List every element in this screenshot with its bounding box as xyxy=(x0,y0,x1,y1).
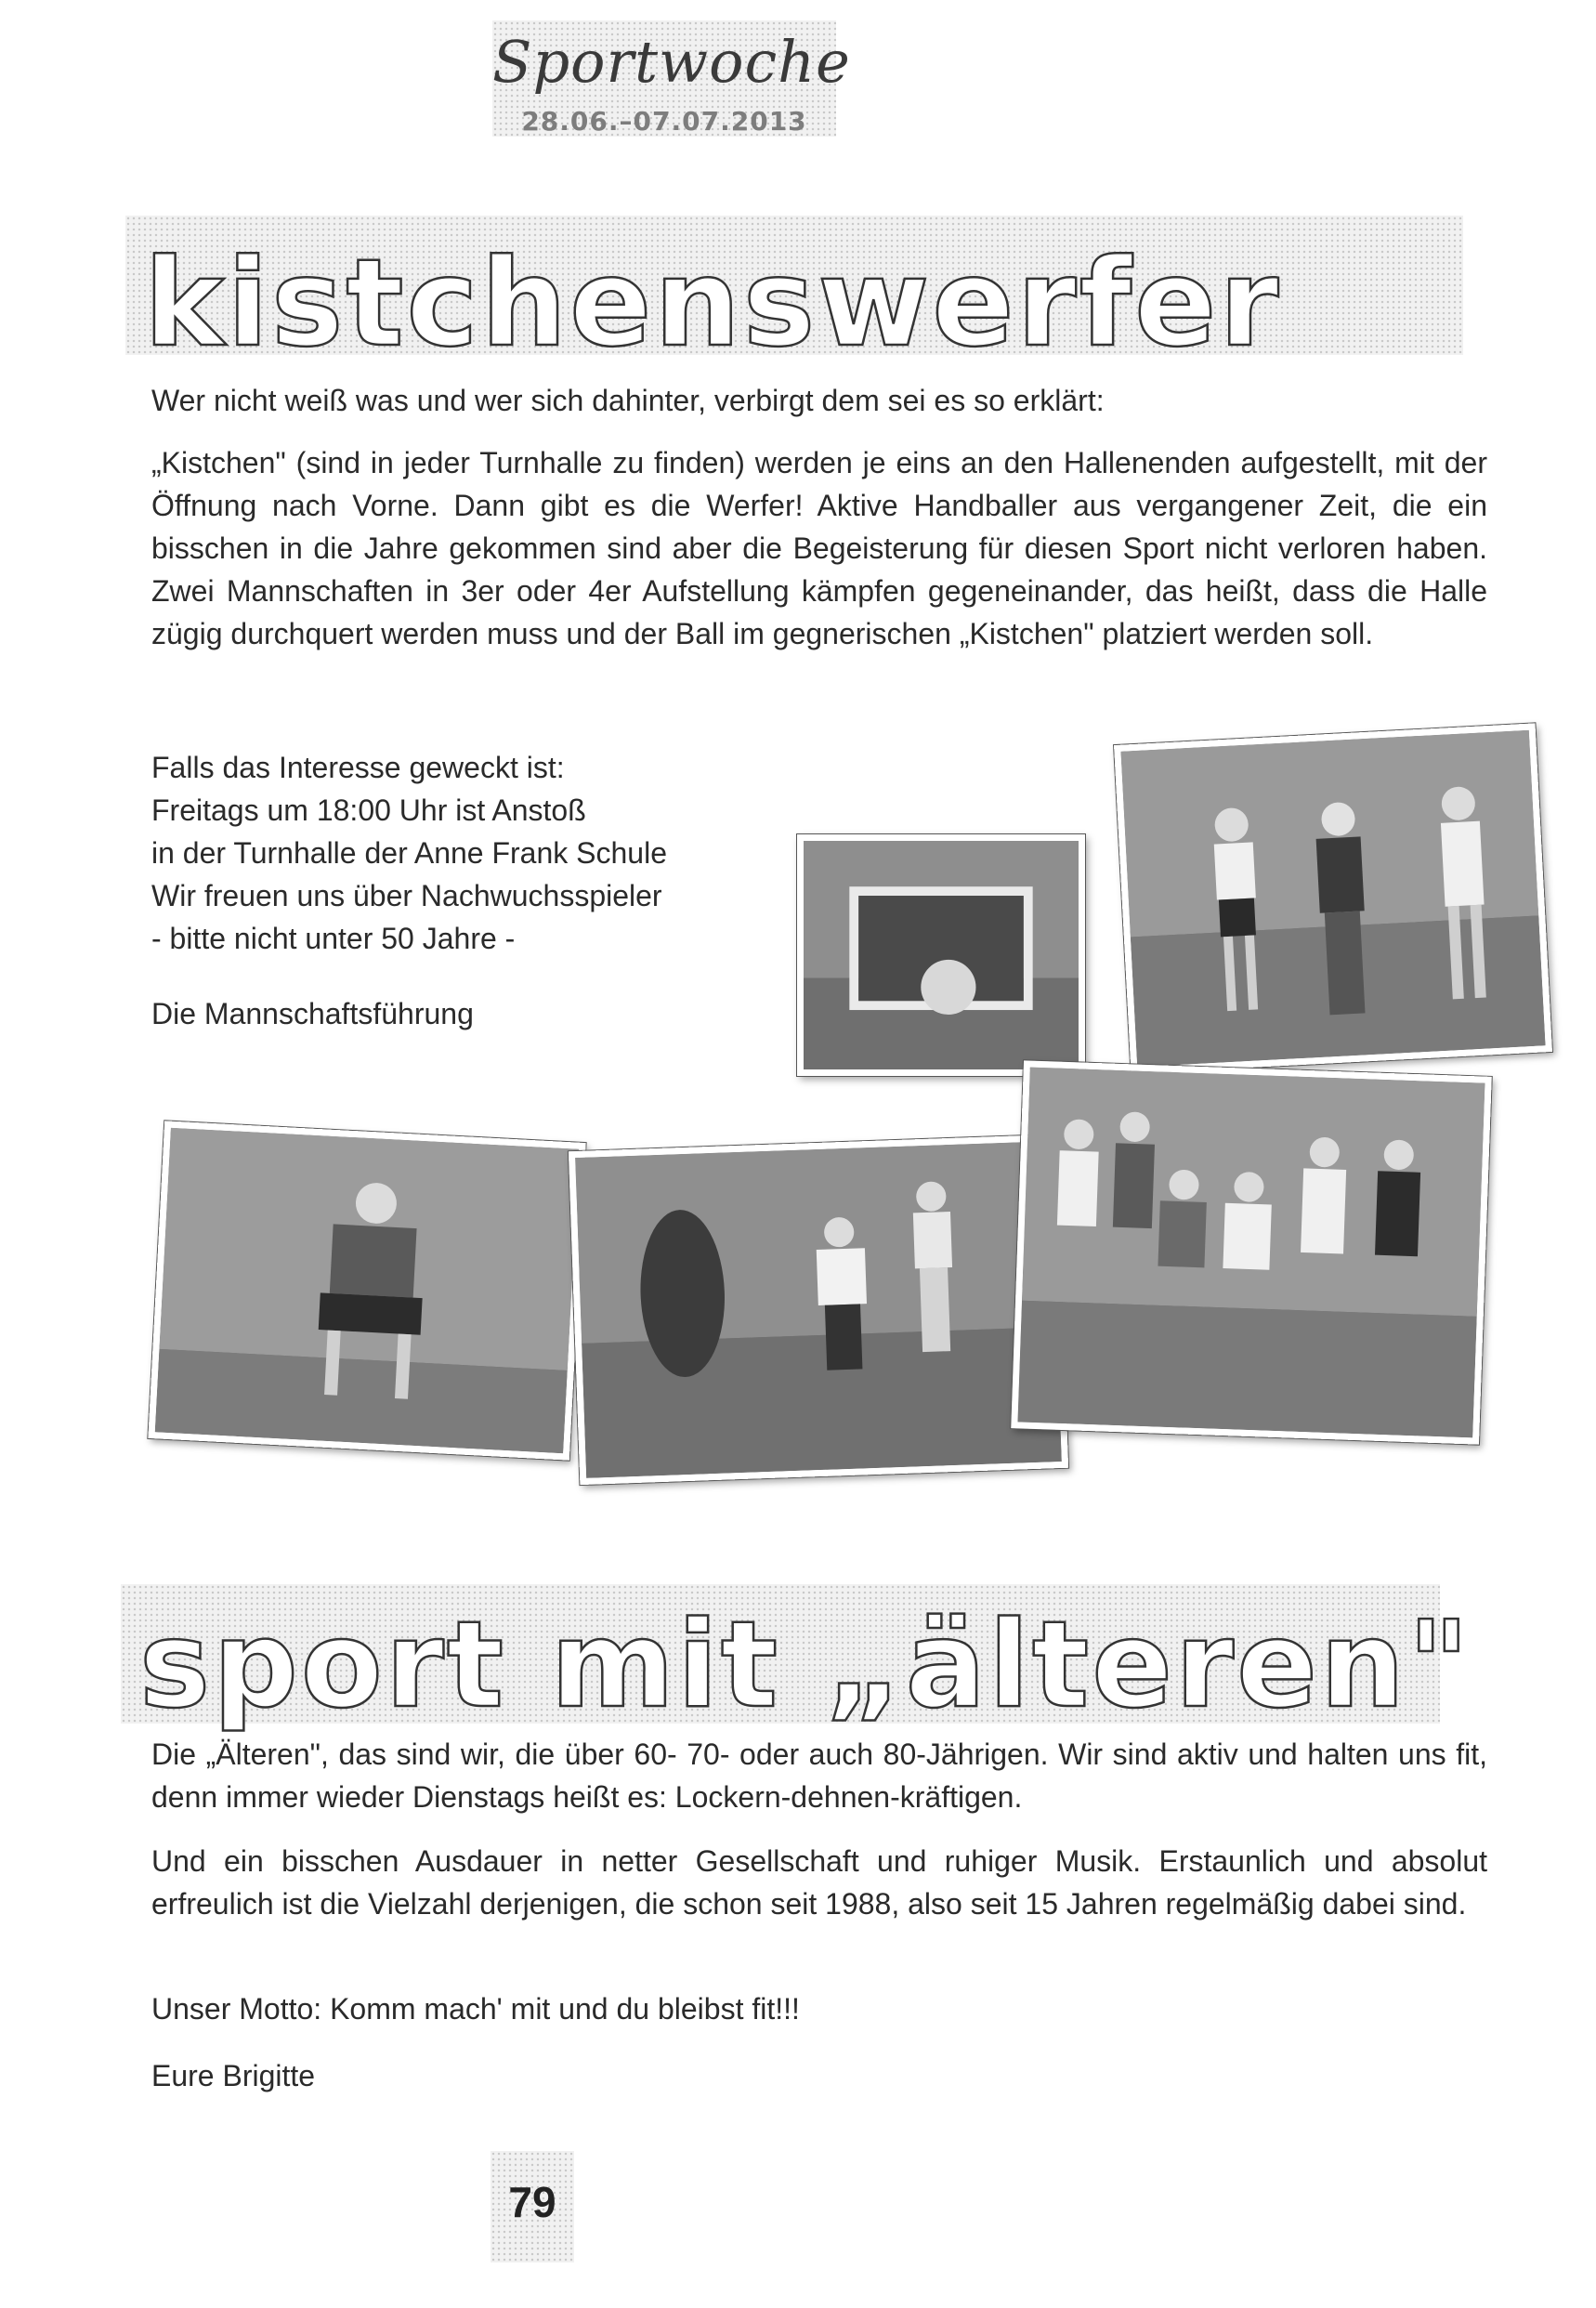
header-block xyxy=(492,20,851,137)
photo-team-group xyxy=(1011,1060,1492,1444)
header-script-title: Sportwoche xyxy=(492,28,851,96)
section1-signature: Die Mannschaftsführung xyxy=(151,997,474,1030)
section1-intro: Wer nicht weiß was und wer sich dahinter, verbirgt dem sei es so erklärt: xyxy=(151,384,1105,417)
section-heading-sport-mit-aelteren: sport mit „älteren" xyxy=(139,1596,1472,1735)
section2-signature: Eure Brigitte xyxy=(151,2059,316,2092)
page-number-box xyxy=(491,2151,574,2262)
info-line: Falls das Interesse geweckt ist: xyxy=(151,751,565,784)
photo-player-sitting xyxy=(148,1121,585,1460)
section1-body: „Kistchen" (sind in jeder Turnhalle zu finden) werden je eins an den Hallenenden aufgestellt, mit der Öffnung nach Vorne. Dann gibt es die Werfer! Aktive Handballer aus vergangener Zeit, die ein bisschen in die Jahre gekommen sind aber die Begeisterung für diesen Sport nicht verloren haben. Zwei Mannschaften in 3er oder 4er Aufstellung kämpfen gegeneinander, das heißt, dass die Halle zügig durchquert werden muss und der Ball im gegnerischen „Kistchen" platziert werden soll. xyxy=(151,446,1487,650)
photo-game-action xyxy=(569,1134,1068,1485)
section2-paragraph: Und ein bisschen Ausdauer in netter Gesellschaft und ruhiger Musik. Erstaunlich und absolut erfreulich ist die Vielzahl derjenigen, die schon seit 1988, also seit 15 Jahren regelmäßig dabei sind. xyxy=(151,1844,1487,1921)
info-line: in der Turnhalle der Anne Frank Schule xyxy=(151,836,667,870)
info-line: Freitags um 18:00 Uhr ist Anstoß xyxy=(151,793,586,827)
section-heading-kistchenswerfer: kistchenswerfer xyxy=(144,232,1282,374)
info-line: Wir freuen uns über Nachwuchsspieler xyxy=(151,879,662,912)
section2-motto: Unser Motto: Komm mach' mit und du bleibst fit!!! xyxy=(151,1992,800,2026)
photo-goal-box xyxy=(797,834,1085,1076)
photo-players-standing xyxy=(1114,723,1552,1073)
info-line: - bitte nicht unter 50 Jahre - xyxy=(151,922,516,955)
section2-paragraph: Die „Älteren", das sind wir, die über 60- 70- oder auch 80-Jährigen. Wir sind aktiv und halten uns fit, denn immer wieder Dienstags heißt es: Lockern-dehnen-kräftigen. xyxy=(151,1738,1487,1814)
header-date: 28.06.–07.07.2013 xyxy=(521,106,807,137)
page-number: 79 xyxy=(508,2178,556,2226)
